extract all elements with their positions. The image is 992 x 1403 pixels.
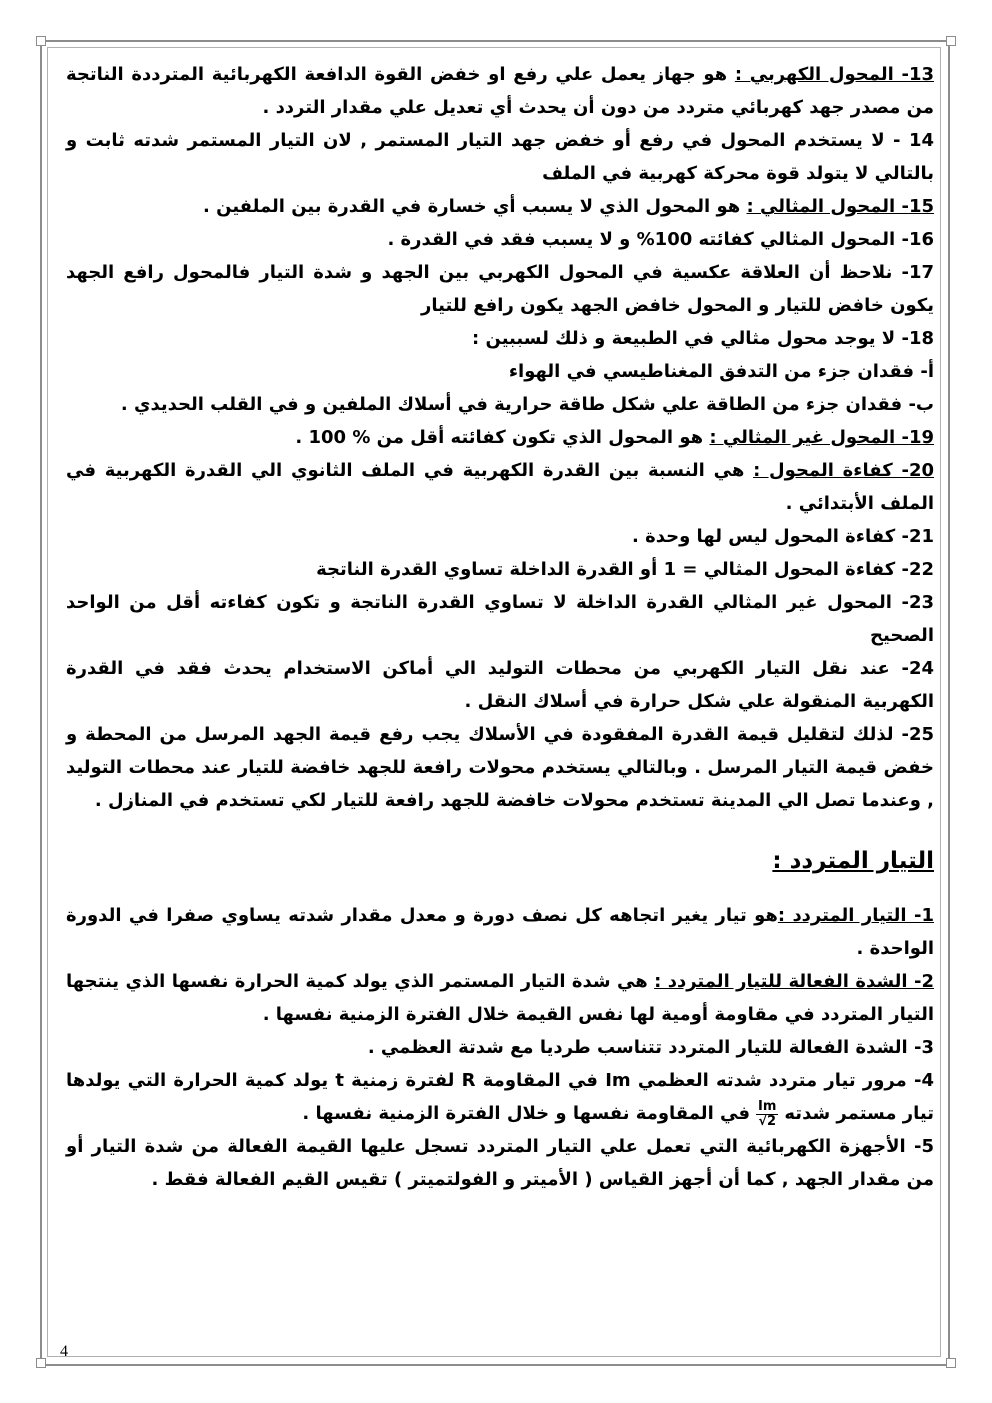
- fraction-im-over-root2: [756, 1100, 778, 1129]
- section-heading-text: التيار المتردد :: [772, 848, 934, 874]
- term-19: 19- المحول غير المثالي :: [709, 427, 934, 448]
- ac-item-2: [66, 965, 934, 1031]
- item-25: 25- لذلك لتقليل قيمة القدرة المفقودة في الأسلاك يجب رفع قيمة الجهد المرسل من المحطة و خفض قيمة التيار المرسل . وبالتالي يستخدم محولات رافعة للجهد خافضة للتيار عند محطات التوليد , وعندما تصل الي المدينة تستخدم محولات خافضة للجهد رافعة للتيار لكي تستخدم في المنازل .: [66, 724, 934, 811]
- item-18-a: أ- فقدان جزء من التدفق المغناطيسي في الهواء: [508, 361, 934, 382]
- item-19: [66, 421, 934, 454]
- document-body: [66, 58, 934, 1196]
- fraction-denominator: √2: [758, 1113, 777, 1129]
- corner-ornament: [36, 1358, 46, 1368]
- definition-13: هو جهاز يعمل علي رفع او خفض القوة الدافعة الكهربائية المترددة الناتجة من مصدر جهد كهربائي متردد من دون أن يحدث أي تعديل علي مقدار التردد .: [66, 64, 934, 118]
- ac-item-4: [66, 1064, 934, 1130]
- item-14: 14 - لا يستخدم المحول في رفع أو خفض جهد التيار المستمر , لان التيار المستمر شدته ثابت و بالتالي لا يتولد قوة محركة كهربية في الملف: [66, 130, 934, 184]
- definition-15: هو المحول الذي لا يسبب أي خسارة في القدرة بين الملفين .: [203, 196, 747, 217]
- page-number: 4: [60, 1343, 68, 1360]
- ac-item-3: 3- الشدة الفعالة للتيار المتردد تتناسب طرديا مع شدتة العظمي .: [367, 1037, 934, 1058]
- definition-19: هو المحول الذي تكون كفائته أقل من % 100 .: [295, 427, 710, 448]
- item-15: [66, 190, 934, 223]
- item-18-b: ب- فقدان جزء من الطاقة علي شكل طاقة حرارية في أسلاك الملفين و في القلب الحديدي .: [120, 394, 934, 415]
- term-13: 13- المحول الكهربي :: [734, 64, 934, 85]
- item-17: 17- نلاحظ أن العلاقة عكسية في المحول الكهربي بين الجهد و شدة التيار فالمحول رافع الجهد يكون خافض للتيار و المحول خافض الجهد يكون رافع للتيار: [66, 262, 934, 316]
- item-22: 22- كفاءة المحول المثالي = 1 أو القدرة الداخلة تساوي القدرة الناتجة: [316, 559, 934, 580]
- ac-item-4-tail: في المقاومة نفسها و خلال الفترة الزمنية نفسها .: [302, 1103, 750, 1124]
- term-20: 20- كفاءة المحول :: [753, 460, 934, 481]
- ac-term-2: 2- الشدة الفعالة للتيار المتردد :: [654, 971, 935, 992]
- item-24: 24- عند نقل التيار الكهربي من محطات التوليد الي أماكن الاستخدام يحدث فقد في القدرة الكهربية المنقولة علي شكل حرارة في أسلاك النقل .: [66, 658, 934, 712]
- section-heading: [66, 841, 934, 881]
- item-23: 23- المحول غير المثالي القدرة الداخلة لا تساوي القدرة الناتجة و تكون كفاءته أقل من الواحد الصحيح: [66, 592, 934, 646]
- fraction-numerator: Im: [758, 1098, 777, 1114]
- ac-item-5: 5- الأجهزة الكهربائية التي تعمل علي التيار المتردد تسجل عليها القيمة الفعالة من شدة التيار أو من مقدار الجهد , كما أن أجهز القياس ( الأميتر و الفولتميتر ) تقيس القيم الفعالة فقط .: [66, 1136, 934, 1190]
- ac-definition-1: هو تيار يغير اتجاهه كل نصف دورة و معدل مقدار شدته يساوي صفرا في الدورة الواحدة .: [66, 905, 934, 959]
- term-15: 15- المحول المثالي :: [746, 196, 934, 217]
- ac-term-1: 1- التيار المتردد :: [777, 905, 934, 926]
- item-20: [66, 454, 934, 520]
- item-21: 21- كفاءة المحول ليس لها وحدة .: [632, 526, 934, 547]
- corner-ornament: [946, 1358, 956, 1368]
- corner-ornament: [36, 36, 46, 46]
- item-18: 18- لا يوجد محول مثالي في الطبيعة و ذلك لسببين :: [472, 328, 934, 349]
- ac-definition-2: هي شدة التيار المستمر الذي يولد كمية الحرارة نفسها الذي ينتجها التيار المتردد في مقاومة أومية لها نفس القيمة خلال الفترة الزمنية نفسها .: [66, 971, 934, 1025]
- item-13: [66, 58, 934, 124]
- ac-item-1: [66, 899, 934, 965]
- definition-20: هي النسبة بين القدرة الكهربية في الملف الثانوي الي القدرة الكهربية في الملف الأبتدائي .: [66, 460, 934, 514]
- corner-ornament: [946, 36, 956, 46]
- ac-item-4-text: 4- مرور تيار متردد شدته العظمي Im في المقاومة R لفترة زمنية t يولد كمية الحرارة التي يولدها تيار مستمر شدته: [66, 1070, 934, 1124]
- item-16: 16- المحول المثالي كفائته 100% و لا يسبب فقد في القدرة .: [387, 229, 934, 250]
